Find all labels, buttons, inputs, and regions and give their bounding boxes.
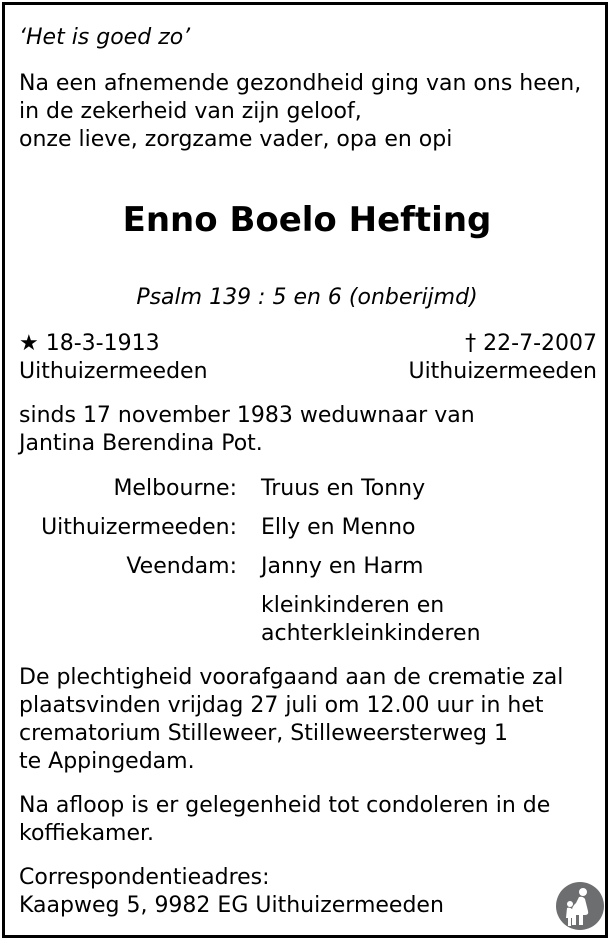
widower-line: sinds 17 november 1983 weduwnaar van bbox=[19, 403, 475, 428]
ceremony-line: crematorium Stilleweer, Stilleweersterweg 1 bbox=[19, 721, 508, 746]
memorial-logo-icon bbox=[555, 881, 605, 931]
address-label: Correspondentieadres: bbox=[19, 865, 270, 890]
motto: ‘Het is goed zo’ bbox=[19, 25, 191, 50]
grandchildren-line: achterkleinkinderen bbox=[261, 621, 481, 646]
ceremony-line: De plechtigheid voorafgaand aan de crematie zal bbox=[19, 665, 564, 690]
ceremony-line: plaatsvinden vrijdag 27 juli om 12.00 uur in het bbox=[19, 693, 544, 718]
widower-line: Jantina Berendina Pot. bbox=[19, 431, 263, 456]
family-place: Uithuizermeeden: bbox=[41, 515, 237, 540]
death-date: † 22-7-2007 bbox=[465, 331, 597, 356]
intro-line: in de zekerheid van zijn geloof, bbox=[19, 99, 362, 124]
condolence-line: Na afloop is er gelegenheid tot condoleren in de bbox=[19, 793, 551, 818]
birth-place: Uithuizermeeden bbox=[19, 359, 208, 384]
family-names: Janny en Harm bbox=[261, 554, 424, 579]
intro-line: onze lieve, zorgzame vader, opa en opi bbox=[19, 127, 453, 152]
psalm-reference: Psalm 139 : 5 en 6 (onberijmd) bbox=[136, 285, 478, 310]
ceremony-line: te Appingedam. bbox=[19, 749, 195, 774]
birth-date: ★ 18-3-1913 bbox=[19, 331, 160, 356]
condolence-line: koffiekamer. bbox=[19, 821, 155, 846]
address-line: Kaapweg 5, 9982 EG Uithuizermeeden bbox=[19, 893, 444, 918]
intro-line: Na een afnemende gezondheid ging van ons heen, bbox=[19, 71, 582, 96]
family-place: Veendam: bbox=[126, 554, 237, 579]
family-place: Melbourne: bbox=[113, 476, 237, 501]
family-names: Truus en Tonny bbox=[261, 476, 426, 501]
family-names: Elly en Menno bbox=[261, 515, 416, 540]
death-place: Uithuizermeeden bbox=[408, 359, 597, 384]
grandchildren-line: kleinkinderen en bbox=[261, 593, 445, 618]
deceased-name: Enno Boelo Hefting bbox=[122, 200, 492, 240]
